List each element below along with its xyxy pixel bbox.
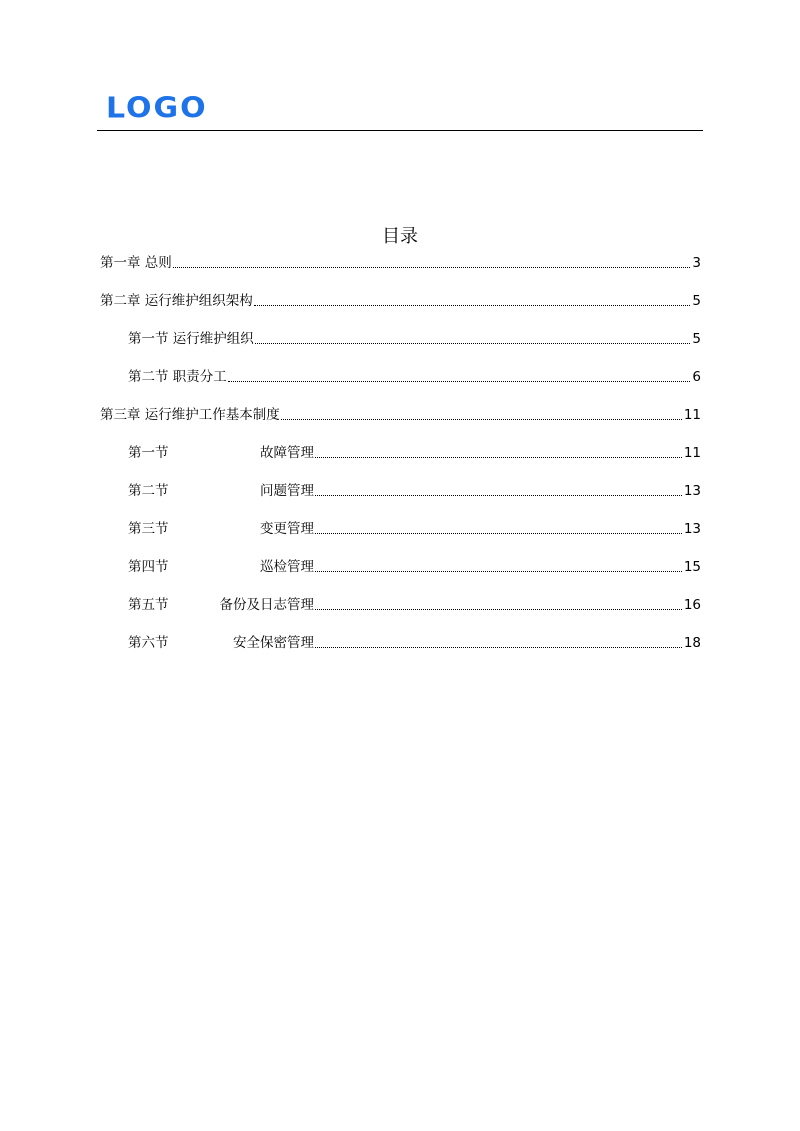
dot-leader [315,647,682,648]
toc-entry-page: 18 [683,635,701,651]
toc-entry-title: 故障管理 [260,445,314,461]
toc-entry-chapter-3[interactable] [100,404,701,424]
toc-entry-ch3-section-4[interactable] [128,556,701,576]
toc-entry-ch3-section-3[interactable] [128,518,701,538]
toc-entry-ch3-section-6[interactable] [128,632,701,652]
toc-entry-page: 11 [683,407,701,423]
toc-entry-ch2-section-2[interactable] [128,366,701,386]
toc-entry-page: 13 [683,521,701,537]
toc-entry-label: 第二章 运行维护组织架构 [100,293,253,309]
dot-leader [315,457,682,458]
toc-entry-section-number: 第一节 [128,445,169,461]
toc-entry-title: 问题管理 [260,483,314,499]
dot-leader [315,571,682,572]
toc-entry-section-number: 第二节 [128,483,169,499]
toc-entry-section-number: 第五节 [128,597,169,613]
toc-entry-ch2-section-1[interactable] [128,328,701,348]
toc-entry-label: 第三章 运行维护工作基本制度 [100,407,280,423]
page-header [97,92,703,131]
toc-entry-page: 5 [692,293,701,309]
dot-leader [315,533,682,534]
toc-entry-ch3-section-2[interactable] [128,480,701,500]
toc-entry-ch3-section-5[interactable] [128,594,701,614]
toc-entry-page: 16 [683,597,701,613]
dot-leader [315,495,682,496]
toc-entry-label: 第一节 运行维护组织 [128,331,254,347]
toc-entry-chapter-2[interactable] [100,290,701,310]
toc-entry-page: 15 [683,559,701,575]
toc-title: 目录 [382,226,418,247]
dot-leader [315,609,682,610]
toc-entry-page: 3 [692,255,701,271]
toc-entry-ch3-section-1[interactable] [128,442,701,462]
toc-entry-title: 巡检管理 [260,559,314,575]
dot-leader [255,343,691,344]
dot-leader [228,381,691,382]
toc-entry-page: 5 [692,331,701,347]
logo: LOGO [106,91,208,126]
toc-entry-title: 备份及日志管理 [219,597,314,613]
toc-entry-title: 变更管理 [260,521,314,537]
toc-entry-section-number: 第六节 [128,635,169,651]
toc-entry-label: 第二节 职责分工 [128,369,227,385]
dot-leader [281,419,682,420]
toc-entry-section-number: 第三节 [128,521,169,537]
toc-entry-section-number: 第四节 [128,559,169,575]
toc-entry-title: 安全保密管理 [233,635,314,651]
toc-entry-page: 6 [692,369,701,385]
dot-leader [173,267,691,268]
toc-entry-page: 13 [683,483,701,499]
toc-entry-chapter-1[interactable] [100,252,701,272]
dot-leader [254,305,691,306]
toc-entry-page: 11 [683,445,701,461]
toc-entry-label: 第一章 总则 [100,255,172,271]
